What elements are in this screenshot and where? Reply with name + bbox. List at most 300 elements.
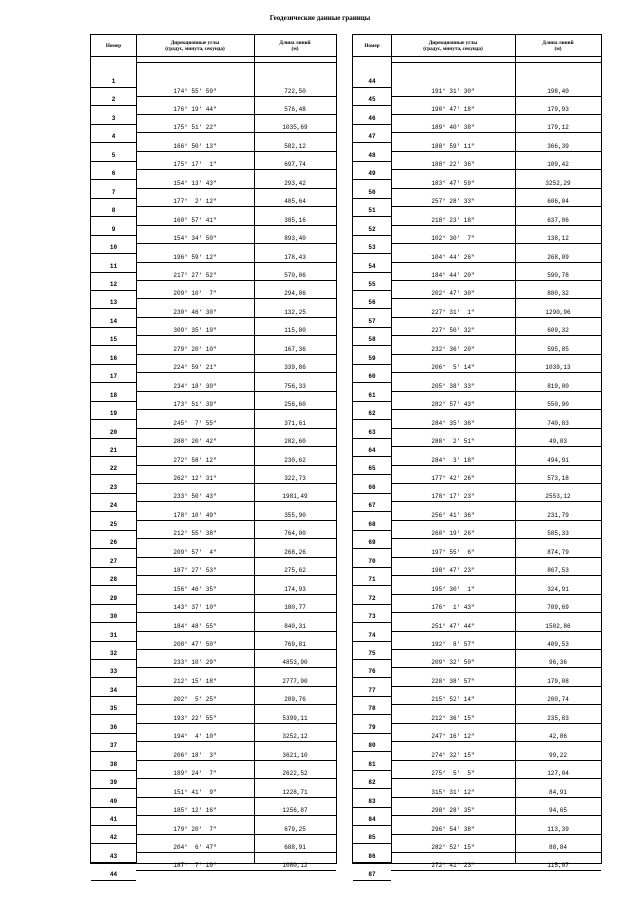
- row-divider: [136, 114, 336, 115]
- line-length: 893,40: [284, 235, 306, 243]
- row-divider: [391, 704, 601, 705]
- direction-angle: 166° 50' 13": [173, 142, 217, 150]
- point-number: 76: [368, 668, 376, 676]
- row-divider: [91, 733, 136, 734]
- line-length: 606,04: [547, 198, 569, 206]
- line-length: 409,53: [547, 641, 569, 648]
- line-length: 1256,87: [282, 807, 308, 815]
- row-divider: [391, 409, 601, 410]
- line-length: 198,40: [547, 87, 569, 95]
- row-divider: [353, 474, 391, 475]
- direction-angle: 173° 51' 39": [173, 401, 217, 409]
- line-length: 769,81: [284, 641, 306, 648]
- line-length: 127,04: [547, 770, 569, 778]
- row-divider: [91, 253, 136, 254]
- direction-angle: 315° 31' 12": [431, 788, 475, 796]
- line-length: 550,90: [547, 401, 569, 409]
- line-length: 138,12: [547, 235, 569, 243]
- point-number: 24: [109, 502, 118, 510]
- row-divider: [353, 567, 391, 568]
- direction-angle: 202° 47' 30": [431, 290, 475, 298]
- direction-angle: 192° 8' 57": [431, 641, 475, 648]
- direction-angle: 179° 20' 7": [173, 825, 217, 833]
- row-divider: [136, 225, 336, 226]
- direction-angle: 188° 22' 36": [431, 161, 475, 169]
- line-length: 115,80: [284, 327, 306, 335]
- point-number: 72: [368, 594, 376, 602]
- line-length: 405,64: [284, 198, 306, 206]
- page-title: Геодезические данные границы: [269, 14, 371, 22]
- row-divider: [136, 317, 336, 318]
- direction-angle: 187° 7' 10": [173, 862, 217, 870]
- row-divider: [353, 456, 391, 457]
- point-number: 68: [368, 520, 376, 528]
- row-divider: [136, 483, 336, 484]
- row-divider: [391, 354, 601, 355]
- row-divider: [391, 243, 601, 244]
- direction-angle: 197° 55' 6": [431, 548, 475, 556]
- point-number: 43: [109, 852, 118, 860]
- point-number: 2: [111, 96, 116, 104]
- direction-angle: 151° 41' 9": [173, 788, 217, 796]
- point-number: 32: [109, 649, 118, 657]
- line-length: 819,00: [547, 382, 569, 390]
- line-length: 722,50: [284, 87, 306, 95]
- row-divider: [91, 493, 136, 494]
- row-divider: [136, 667, 336, 668]
- point-number: 58: [368, 336, 376, 344]
- direction-angle: 183° 47' 59": [431, 179, 475, 187]
- row-divider: [353, 788, 391, 789]
- row-divider: [136, 465, 336, 466]
- row-divider: [91, 696, 136, 697]
- row-divider: [353, 235, 391, 236]
- row-divider: [136, 834, 336, 835]
- line-length: 3621,10: [282, 751, 308, 759]
- row-divider: [391, 575, 601, 576]
- point-number: 71: [368, 576, 376, 584]
- row-divider: [136, 594, 336, 595]
- point-number: 35: [109, 705, 118, 713]
- row-divider: [91, 198, 136, 199]
- row-divider: [136, 723, 336, 724]
- row-divider: [136, 797, 336, 798]
- line-length: 180,77: [284, 604, 306, 612]
- line-length: 582,12: [284, 142, 306, 150]
- direction-angle: 187° 27' 53": [173, 567, 217, 575]
- point-number: 42: [109, 834, 118, 842]
- direction-angle: 256° 41' 36": [431, 511, 475, 519]
- header-divider: [136, 62, 336, 63]
- direction-angle: 227° 31' 1": [431, 308, 475, 316]
- line-length: 42,86: [548, 733, 567, 741]
- row-divider: [391, 206, 601, 207]
- row-divider: [391, 649, 601, 650]
- direction-angle: 188° 59' 11": [431, 142, 475, 150]
- row-divider: [136, 612, 336, 613]
- row-divider: [91, 751, 136, 752]
- row-divider: [91, 235, 136, 236]
- direction-angle: 282° 57' 43": [431, 401, 475, 409]
- point-number: 51: [368, 207, 376, 215]
- direction-angle: 251° 47' 44": [431, 622, 475, 630]
- row-divider: [91, 511, 136, 512]
- row-divider: [91, 179, 136, 180]
- row-divider: [353, 382, 391, 383]
- row-divider: [136, 409, 336, 410]
- row-divider: [391, 870, 601, 871]
- boundary-table-right: [352, 34, 602, 879]
- line-length: 595,85: [547, 345, 569, 353]
- direction-angle: 224° 59' 21": [173, 364, 217, 372]
- line-length: 1035,69: [282, 124, 308, 132]
- point-number: 53: [368, 244, 376, 252]
- direction-angle: 206° 5' 14": [431, 364, 475, 372]
- header-divider: [353, 56, 601, 57]
- point-number: 30: [109, 613, 118, 621]
- line-length: 235,83: [547, 714, 569, 722]
- header-lengths: Длина линий (м): [279, 39, 311, 52]
- point-number: 82: [368, 779, 376, 787]
- point-number: 63: [368, 428, 376, 436]
- point-number: 55: [368, 280, 376, 288]
- row-divider: [91, 585, 136, 586]
- row-divider: [353, 622, 391, 623]
- direction-angle: 178° 10' 49": [173, 511, 217, 519]
- point-number: 15: [109, 336, 118, 344]
- row-divider: [353, 843, 391, 844]
- line-length: 570,06: [284, 272, 306, 279]
- point-number: 23: [109, 483, 118, 491]
- line-length: 1228,71: [282, 788, 308, 796]
- point-number: 75: [368, 649, 376, 657]
- row-divider: [136, 206, 336, 207]
- direction-angle: 233° 10' 29": [173, 659, 217, 667]
- line-length: 4853,90: [282, 659, 308, 667]
- line-length: 1981,49: [282, 493, 308, 501]
- direction-angle: 288° 2' 51": [431, 438, 475, 446]
- row-divider: [91, 216, 136, 217]
- point-number: 86: [368, 852, 376, 860]
- direction-angle: 209° 10' 7": [173, 290, 217, 298]
- row-divider: [391, 465, 601, 466]
- line-length: 366,39: [547, 142, 569, 150]
- line-length: 1290,96: [545, 308, 571, 316]
- direction-angle: 230° 46' 30": [173, 308, 217, 316]
- line-length: 275,62: [284, 567, 306, 575]
- row-divider: [353, 751, 391, 752]
- point-number: 67: [368, 502, 376, 510]
- row-divider: [91, 161, 136, 162]
- point-number: 64: [368, 447, 376, 454]
- point-number: 12: [109, 280, 118, 288]
- row-divider: [91, 825, 136, 826]
- row-divider: [353, 714, 391, 715]
- line-length: 585,33: [547, 530, 569, 538]
- direction-angle: 195° 30' 1": [431, 585, 475, 593]
- line-length: 282,60: [284, 438, 306, 446]
- point-number: 49: [368, 170, 376, 178]
- line-length: 115,07: [547, 862, 569, 870]
- point-number: 9: [111, 225, 116, 233]
- point-number: 17: [109, 373, 118, 381]
- line-length: 867,53: [547, 567, 569, 575]
- line-length: 322,73: [284, 474, 306, 482]
- direction-angle: 189° 40' 38": [431, 124, 475, 132]
- line-length: 1502,86: [545, 622, 571, 630]
- row-divider: [136, 243, 336, 244]
- row-divider: [353, 161, 391, 162]
- point-number: 65: [368, 465, 376, 473]
- point-number: 10: [109, 244, 118, 252]
- line-length: 84,91: [548, 788, 567, 796]
- line-length: 94,65: [548, 807, 567, 815]
- row-divider: [91, 770, 136, 771]
- header-angles: Дирекционные углы (градус, минута, секунда): [423, 39, 483, 52]
- direction-angle: 309° 35' 10": [173, 327, 217, 335]
- line-length: 756,33: [284, 382, 306, 390]
- row-divider: [391, 298, 601, 299]
- row-divider: [353, 677, 391, 678]
- row-divider: [136, 575, 336, 576]
- direction-angle: 104° 44' 26": [431, 253, 475, 261]
- point-number: 70: [368, 557, 376, 565]
- row-divider: [136, 557, 336, 558]
- row-divider: [391, 686, 601, 687]
- point-number: 81: [368, 760, 376, 768]
- row-divider: [353, 142, 391, 143]
- point-number: 44: [109, 871, 118, 879]
- point-number: 46: [368, 114, 376, 122]
- direction-angle: 184° 44' 20": [431, 272, 475, 279]
- row-divider: [391, 262, 601, 263]
- point-number: 80: [368, 742, 376, 750]
- direction-angle: 262° 12' 31": [173, 474, 217, 482]
- point-number: 40: [109, 797, 118, 805]
- direction-angle: 206° 18' 3": [173, 751, 217, 759]
- line-length: 167,36: [284, 345, 306, 353]
- direction-angle: 177° 42' 26": [431, 474, 475, 482]
- row-divider: [136, 778, 336, 779]
- point-number: 78: [368, 705, 376, 713]
- row-divider: [391, 372, 601, 373]
- row-divider: [136, 760, 336, 761]
- line-length: 132,25: [284, 308, 306, 316]
- direction-angle: 274° 32' 15": [431, 751, 475, 759]
- direction-angle: 209° 32' 50": [431, 659, 475, 667]
- direction-angle: 191° 31' 30": [431, 87, 475, 95]
- row-divider: [136, 501, 336, 502]
- line-length: 1080,12: [282, 862, 308, 870]
- direction-angle: 196° 59' 12": [173, 253, 217, 261]
- row-divider: [136, 520, 336, 521]
- row-divider: [391, 132, 601, 133]
- row-divider: [136, 870, 336, 871]
- direction-angle: 279° 20' 10": [173, 345, 217, 353]
- line-length: 371,61: [284, 419, 306, 427]
- row-divider: [136, 446, 336, 447]
- point-number: 84: [368, 816, 376, 823]
- row-divider: [353, 733, 391, 734]
- row-divider: [91, 567, 136, 568]
- point-number: 5: [111, 151, 116, 159]
- row-divider: [391, 797, 601, 798]
- point-number: 31: [109, 631, 118, 639]
- row-divider: [391, 114, 601, 115]
- line-length: 96,36: [548, 659, 567, 667]
- row-divider: [391, 538, 601, 539]
- row-divider: [91, 677, 136, 678]
- line-length: 1039,13: [545, 364, 571, 372]
- row-divider: [91, 272, 136, 273]
- direction-angle: 257° 28' 33": [431, 198, 475, 206]
- point-number: 19: [109, 410, 118, 418]
- direction-angle: 217° 27' 52": [173, 272, 217, 279]
- row-divider: [391, 815, 601, 816]
- line-length: 709,69: [547, 604, 569, 612]
- line-length: 840,31: [284, 622, 306, 630]
- direction-angle: 154° 34' 50": [173, 235, 217, 243]
- direction-angle: 202° 5' 25": [173, 696, 217, 704]
- direction-angle: 272° 41' 23": [431, 862, 475, 870]
- row-divider: [91, 474, 136, 475]
- line-length: 3252,29: [545, 179, 571, 187]
- point-number: 57: [368, 317, 376, 325]
- point-number: 22: [109, 465, 118, 473]
- point-number: 62: [368, 410, 376, 418]
- point-number: 74: [368, 631, 376, 639]
- line-length: 2777,90: [282, 677, 308, 685]
- row-divider: [91, 788, 136, 789]
- point-number: 85: [368, 834, 376, 842]
- row-divider: [391, 317, 601, 318]
- row-divider: [391, 557, 601, 558]
- row-divider: [353, 770, 391, 771]
- point-number: 28: [109, 576, 118, 584]
- row-divider: [136, 428, 336, 429]
- line-length: 590,78: [547, 272, 569, 279]
- direction-angle: 288° 20' 42": [173, 438, 217, 446]
- row-divider: [391, 520, 601, 521]
- point-number: 27: [109, 557, 118, 565]
- point-number: 61: [368, 391, 376, 399]
- row-divider: [91, 622, 136, 623]
- row-divider: [91, 714, 136, 715]
- row-divider: [391, 612, 601, 613]
- line-length: 230,62: [284, 456, 306, 464]
- line-length: 289,76: [284, 696, 306, 704]
- row-divider: [353, 530, 391, 531]
- row-divider: [353, 179, 391, 180]
- direction-angle: 176° 1' 43": [431, 604, 475, 612]
- row-divider: [353, 401, 391, 402]
- point-number: 54: [368, 262, 376, 270]
- row-divider: [136, 151, 336, 152]
- line-length: 874,79: [547, 548, 569, 556]
- point-number: 56: [368, 299, 376, 307]
- row-divider: [136, 132, 336, 133]
- direction-angle: 160° 57' 41": [173, 216, 217, 224]
- line-length: 293,42: [284, 179, 306, 187]
- direction-angle: 174° 55' 59": [173, 87, 217, 95]
- line-length: 268,26: [284, 548, 306, 556]
- direction-angle: 218° 23' 18": [431, 216, 475, 224]
- row-divider: [136, 96, 336, 97]
- line-length: 99,22: [548, 751, 567, 759]
- boundary-table-left: [90, 34, 337, 879]
- row-divider: [136, 169, 336, 170]
- row-divider: [136, 538, 336, 539]
- row-divider: [391, 428, 601, 429]
- row-divider: [391, 741, 601, 742]
- row-divider: [391, 778, 601, 779]
- row-divider: [353, 87, 391, 88]
- line-length: 113,39: [547, 825, 569, 833]
- row-divider: [391, 760, 601, 761]
- row-divider: [391, 96, 601, 97]
- point-number: 21: [109, 447, 118, 454]
- line-length: 5399,11: [282, 714, 308, 722]
- header-angles: Дирекционные углы (градус, минута, секунда): [165, 39, 225, 52]
- line-length: 179,93: [547, 105, 569, 113]
- line-length: 49,03: [548, 438, 567, 446]
- line-length: 200,74: [547, 696, 569, 704]
- point-number: 50: [368, 188, 376, 196]
- point-number: 1: [111, 78, 116, 85]
- row-divider: [136, 298, 336, 299]
- row-divider: [391, 501, 601, 502]
- point-number: 38: [109, 760, 118, 768]
- direction-angle: 260° 19' 26": [431, 530, 475, 538]
- point-number: 59: [368, 354, 376, 362]
- direction-angle: 209° 57' 4": [173, 548, 217, 556]
- row-divider: [353, 105, 391, 106]
- row-divider: [353, 438, 391, 439]
- row-divider: [353, 253, 391, 254]
- line-length: 764,00: [284, 530, 306, 538]
- point-number: 41: [109, 816, 118, 823]
- direction-angle: 234° 18' 30": [173, 382, 217, 390]
- row-divider: [91, 659, 136, 660]
- row-divider: [353, 862, 391, 863]
- direction-angle: 272° 58' 12": [173, 456, 217, 464]
- direction-angle: 177° 2' 12": [173, 198, 217, 206]
- direction-angle: 198° 47' 23": [431, 567, 475, 575]
- line-length: 385,16: [284, 216, 306, 224]
- line-length: 494,91: [547, 456, 569, 464]
- row-divider: [91, 364, 136, 365]
- direction-angle: 194° 4' 10": [173, 733, 217, 741]
- row-divider: [91, 880, 136, 881]
- line-length: 268,09: [547, 253, 569, 261]
- point-number: 87: [368, 871, 376, 879]
- row-divider: [91, 87, 136, 88]
- direction-angle: 175° 51' 22": [173, 124, 217, 132]
- row-divider: [391, 188, 601, 189]
- row-divider: [91, 456, 136, 457]
- row-divider: [353, 124, 391, 125]
- line-length: 88,84: [548, 843, 567, 851]
- line-length: 573,18: [547, 474, 569, 482]
- direction-angle: 189° 24' 7": [173, 770, 217, 778]
- direction-angle: 212° 55' 38": [173, 530, 217, 538]
- row-divider: [391, 483, 601, 484]
- line-length: 339,86: [284, 364, 306, 372]
- direction-angle: 284° 3' 18": [431, 456, 475, 464]
- point-number: 25: [109, 520, 118, 528]
- direction-angle: 233° 50' 43": [173, 493, 217, 501]
- point-number: 37: [109, 742, 118, 750]
